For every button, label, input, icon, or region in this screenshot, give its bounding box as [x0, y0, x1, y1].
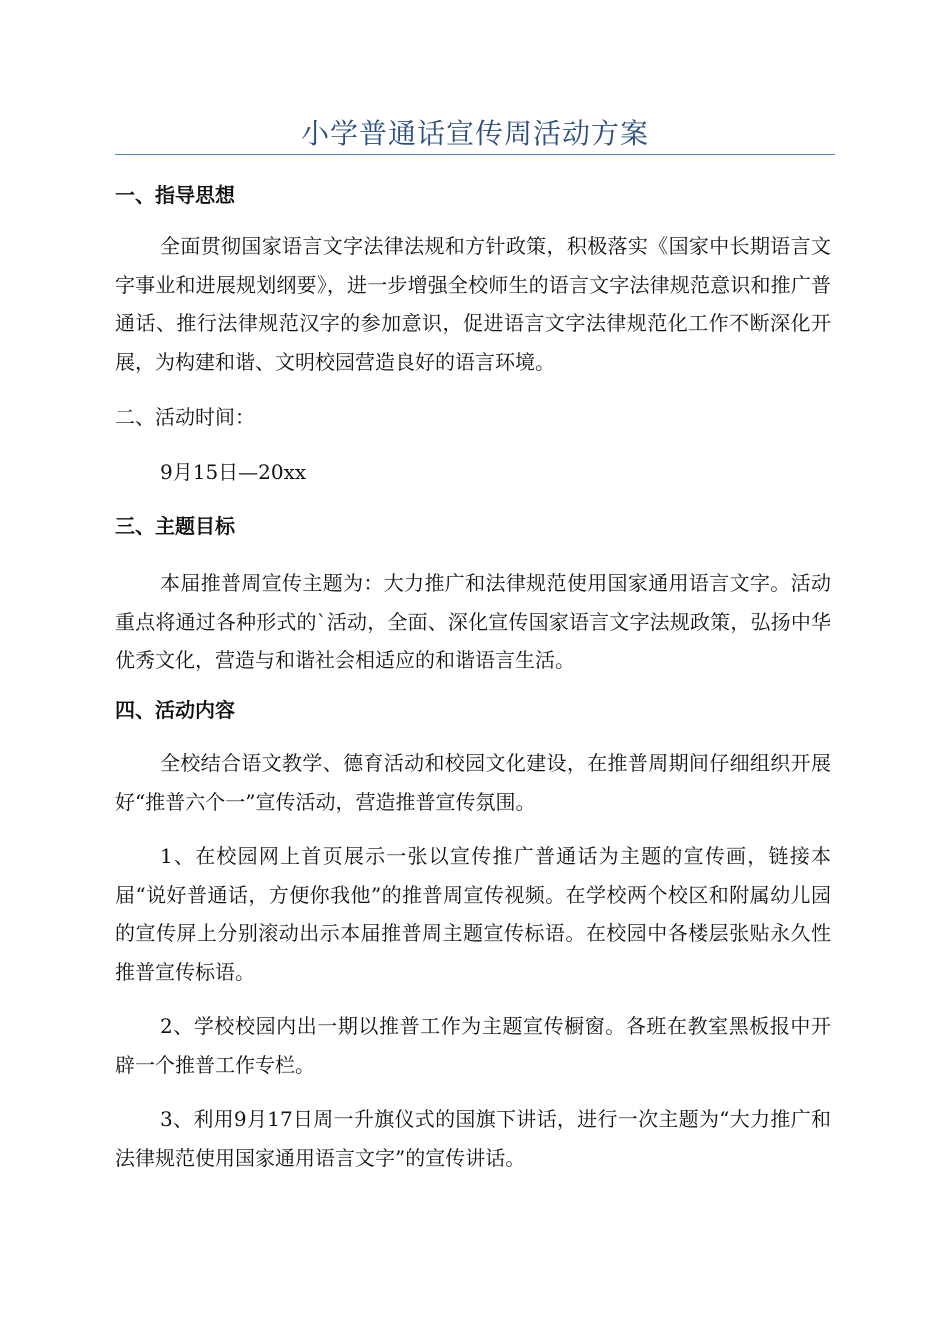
section-heading-guiding-thought: 一、指导思想 [115, 183, 235, 207]
section-heading-activity-time: 二、活动时间： [115, 405, 255, 429]
paragraph-activity-item-3: 3、利用9月17日周一升旗仪式的国旗下讲话，进行一次主题为“大力推广和法律规范使用国家通用语言文字”的宣传讲话。 [115, 1107, 831, 1170]
section-heading-theme-goal: 三、主题目标 [115, 514, 235, 538]
paragraph-theme-goal: 本届推普周宣传主题为：大力推广和法律规范使用国家通用语言文字。活动重点将通过各种形式的`活动，全面、深化宣传国家语言文字法规政策，弘扬中华优秀文化，营造与和谐社会相适应的和谐语言生活。 [115, 571, 831, 672]
paragraph-activity-item-2: 2、学校校园内出一期以推普工作为主题宣传橱窗。各班在教室黑板报中开辟一个推普工作专栏。 [115, 1014, 831, 1077]
section-heading-activity-content: 四、活动内容 [115, 698, 235, 722]
paragraph-guiding-thought: 全面贯彻国家语言文字法律法规和方针政策，积极落实《国家中长期语言文字事业和进展规划纲要》，进一步增强全校师生的语言文字法律规范意识和推广普通话、推行法律规范汉字的参加意识，促进语言文字法律规范化工作不断深化开展，为构建和谐、文明校园营造良好的语言环境。 [115, 234, 831, 374]
document-title: 小学普通话宣传周活动方案 [300, 117, 649, 150]
activity-time-value: 9月15日—20xx [160, 460, 307, 484]
paragraph-activity-item-1: 1、在校园网上首页展示一张以宣传推广普通话为主题的宣传画，链接本届“说好普通话，方便你我他”的推普周宣传视频。在学校两个校区和附属幼儿园的宣传屏上分别滚动出示本届推普周主题宣传标语。在校园中各楼层张贴永久性推普宣传标语。 [115, 844, 831, 984]
paragraph-activity-intro: 全校结合语文教学、德育活动和校园文化建设，在推普周期间仔细组织开展好“推普六个一”宣传活动，营造推普宣传氛围。 [115, 751, 831, 814]
title-underline [115, 154, 835, 155]
